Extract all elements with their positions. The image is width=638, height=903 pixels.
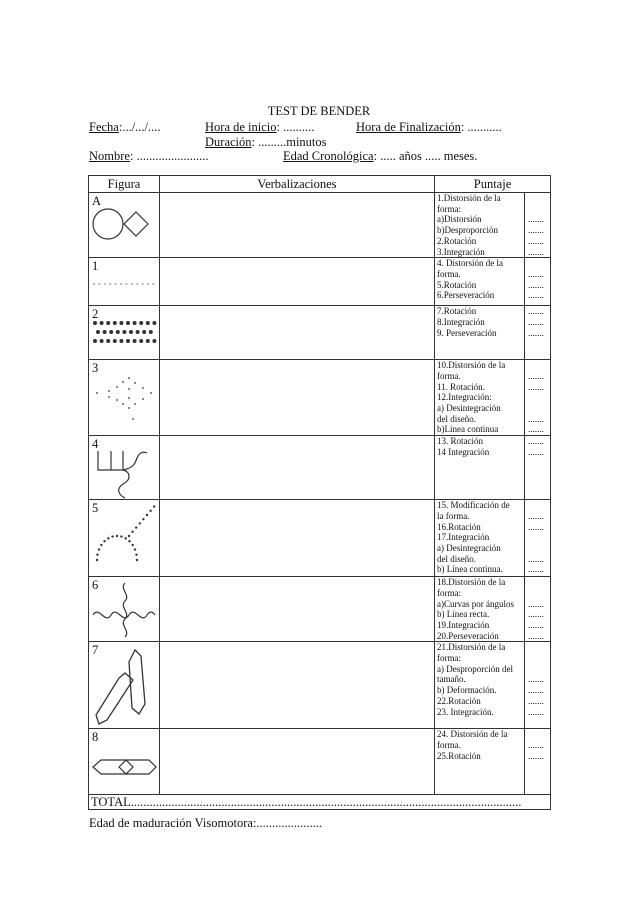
nombre-value: : ....................... bbox=[129, 149, 209, 163]
score-item: a) Desintegración bbox=[437, 542, 501, 553]
figure-dot bbox=[134, 549, 136, 551]
score-item: b) Línea recta. bbox=[437, 609, 490, 620]
score-item: 11. Rotación. bbox=[437, 381, 485, 392]
score-item: forma. bbox=[437, 370, 461, 381]
score-value: ....... bbox=[528, 370, 544, 381]
table-row bbox=[89, 729, 551, 795]
score-item: 7.Rotación bbox=[437, 306, 477, 317]
score-values[interactable] bbox=[525, 577, 551, 642]
score-value: ....... bbox=[528, 290, 544, 301]
figure-label: 7 bbox=[92, 643, 99, 658]
score-item: 5.Rotación bbox=[437, 279, 477, 290]
edad-maduracion: Edad de maduración Visomotora:..................... bbox=[89, 816, 323, 830]
score-item: forma. bbox=[437, 740, 461, 751]
hora-fin-label: Hora de Finalización bbox=[356, 120, 461, 134]
score-value: ....... bbox=[528, 235, 544, 246]
score-item: 13. Rotación bbox=[437, 436, 483, 447]
score-items bbox=[435, 258, 525, 306]
figure-label: 4 bbox=[92, 437, 99, 452]
score-value bbox=[528, 204, 550, 215]
score-value bbox=[528, 729, 550, 740]
score-value: ....... bbox=[528, 630, 544, 641]
figure-cell bbox=[89, 642, 160, 729]
score-item: forma. bbox=[437, 268, 461, 279]
score-item: 9. Perseveración bbox=[437, 327, 497, 338]
edad-cronologica-label: Edad Cronológica bbox=[283, 149, 374, 163]
figure-dot bbox=[96, 554, 98, 556]
duracion-field bbox=[205, 135, 327, 150]
fecha-field bbox=[89, 120, 161, 135]
figure-2-drawing bbox=[89, 306, 160, 360]
score-value: ....... bbox=[528, 225, 544, 236]
edad-cronologica-field bbox=[283, 149, 477, 164]
figure-dot bbox=[139, 339, 143, 343]
score-values[interactable] bbox=[525, 360, 551, 436]
figure-cell bbox=[89, 360, 160, 436]
score-item: 4. Distorsión de la bbox=[437, 258, 503, 269]
figure-dot bbox=[142, 330, 146, 334]
hora-fin-value: : ........... bbox=[460, 120, 502, 134]
figure-dot bbox=[96, 559, 98, 561]
figure-dot bbox=[100, 321, 104, 325]
score-value: ....... bbox=[528, 750, 544, 761]
score-value: ....... bbox=[528, 316, 544, 327]
score-item: 24. Distorsión de la bbox=[437, 729, 508, 740]
score-item: 23. Integración. bbox=[437, 706, 494, 717]
figure-label: 2 bbox=[92, 307, 99, 322]
score-value bbox=[528, 360, 550, 371]
score-item: 16.Rotación bbox=[437, 521, 481, 532]
figure-dot bbox=[103, 330, 107, 334]
score-value: ....... bbox=[528, 598, 544, 609]
score-value: ....... bbox=[528, 521, 544, 532]
figure-a-drawing bbox=[89, 193, 160, 257]
figure-dot bbox=[135, 554, 137, 556]
score-value: ....... bbox=[528, 424, 544, 435]
table-row bbox=[89, 306, 551, 360]
score-item: 6.Perseveración bbox=[437, 290, 495, 301]
score-items bbox=[435, 306, 525, 360]
table-header-row bbox=[89, 176, 551, 193]
score-item: a)Curvas por ángulos bbox=[437, 598, 514, 609]
score-value bbox=[528, 500, 550, 511]
score-value bbox=[528, 653, 550, 664]
figure-label: 3 bbox=[92, 361, 99, 376]
figure-cell bbox=[89, 193, 160, 258]
figure-dot bbox=[103, 540, 105, 542]
figure-dot bbox=[126, 321, 130, 325]
score-item: 12.Integración: bbox=[437, 392, 492, 403]
figure-dot bbox=[96, 330, 100, 334]
figure-dot bbox=[113, 339, 117, 343]
figure-dot bbox=[133, 321, 137, 325]
figure-dot bbox=[119, 321, 123, 325]
score-item: b)Línea continua bbox=[437, 424, 499, 435]
figure-cell bbox=[89, 500, 160, 577]
figure-dot bbox=[131, 544, 133, 546]
score-item: 25.Rotación bbox=[437, 750, 481, 761]
figure-dot bbox=[93, 339, 97, 343]
hora-inicio-field bbox=[205, 120, 314, 135]
score-item: 19.Integración bbox=[437, 619, 490, 630]
table-row bbox=[89, 642, 551, 729]
score-item: 21.Distorsión de la bbox=[437, 642, 506, 653]
figure-dot bbox=[100, 544, 102, 546]
score-value bbox=[528, 193, 550, 204]
figure-dot bbox=[124, 537, 126, 539]
score-value: ....... bbox=[528, 413, 544, 424]
score-value bbox=[528, 577, 550, 588]
figure-dot bbox=[129, 330, 133, 334]
score-item: del diseño. bbox=[437, 413, 476, 424]
score-item: del diseño. bbox=[437, 553, 476, 564]
score-value: ....... bbox=[528, 609, 544, 620]
score-item: 8.Integración bbox=[437, 316, 485, 327]
score-value: ....... bbox=[528, 306, 544, 317]
figure-dot bbox=[149, 330, 153, 334]
score-value: ....... bbox=[528, 214, 544, 225]
figure-cell bbox=[89, 577, 160, 642]
figure-dot bbox=[149, 510, 151, 512]
table-row bbox=[89, 360, 551, 436]
score-value bbox=[528, 642, 550, 653]
figure-label: 6 bbox=[92, 578, 99, 593]
score-item: a) Desproporción del bbox=[437, 663, 513, 674]
figure-dot bbox=[152, 321, 156, 325]
figure-label: 1 bbox=[92, 259, 99, 274]
score-values[interactable] bbox=[525, 642, 551, 729]
score-item: 15. Modificación de bbox=[437, 500, 510, 511]
verbalization-cell[interactable] bbox=[160, 729, 435, 795]
score-value bbox=[528, 392, 550, 403]
score-item: 10.Distorsión de la bbox=[437, 360, 506, 371]
score-value: ....... bbox=[528, 564, 544, 575]
score-item: tamaño. bbox=[437, 674, 466, 685]
col-figura: Figura bbox=[89, 176, 160, 193]
score-value: ....... bbox=[528, 685, 544, 696]
figure-6-drawing bbox=[89, 577, 160, 642]
figure-dot bbox=[152, 339, 156, 343]
col-verbalizaciones: Verbalizaciones bbox=[160, 176, 435, 193]
score-value: ....... bbox=[528, 706, 544, 717]
page-title: TEST DE BENDER bbox=[267, 104, 371, 118]
figure-label: A bbox=[92, 194, 102, 208]
score-item: a)Distorsión bbox=[437, 214, 482, 225]
nombre-field bbox=[89, 149, 208, 164]
figure-label: 8 bbox=[92, 730, 99, 745]
table-row bbox=[89, 193, 551, 258]
verbalization-cell[interactable] bbox=[160, 577, 435, 642]
bender-table bbox=[88, 175, 551, 810]
score-items bbox=[435, 436, 525, 500]
figure-dot bbox=[133, 339, 137, 343]
figure-dot bbox=[116, 330, 120, 334]
score-items bbox=[435, 193, 525, 258]
figure-dot bbox=[111, 536, 113, 538]
score-value: ....... bbox=[528, 327, 544, 338]
figure-1-drawing bbox=[89, 258, 160, 306]
total-row bbox=[89, 795, 551, 810]
score-value: ....... bbox=[528, 279, 544, 290]
verbalization-cell[interactable] bbox=[160, 306, 435, 360]
figure-dot bbox=[142, 518, 144, 520]
verbalization-cell[interactable] bbox=[160, 360, 435, 436]
verbalization-cell[interactable] bbox=[160, 258, 435, 306]
score-value: ....... bbox=[528, 268, 544, 279]
figure-dot bbox=[146, 514, 148, 516]
score-item: 14 Integración bbox=[437, 446, 490, 457]
duracion-value: : .........minutos bbox=[251, 135, 327, 149]
score-item: 2.Rotación bbox=[437, 235, 477, 246]
score-value: ....... bbox=[528, 619, 544, 630]
score-items bbox=[435, 577, 525, 642]
figure-dot bbox=[113, 321, 117, 325]
edad-cronologica-value: : ..... años ..... meses. bbox=[373, 149, 478, 163]
figure-dot bbox=[93, 321, 97, 325]
score-items bbox=[435, 360, 525, 436]
col-puntaje: Puntaje bbox=[435, 176, 551, 193]
hora-inicio-value: : .......... bbox=[276, 120, 315, 134]
fecha-label: Fecha bbox=[89, 120, 119, 134]
score-value: ....... bbox=[528, 246, 544, 257]
score-item: la forma. bbox=[437, 510, 470, 521]
figure-8-drawing bbox=[89, 729, 160, 795]
score-item: forma: bbox=[437, 653, 461, 664]
figure-dot bbox=[128, 540, 130, 542]
figure-4-drawing bbox=[89, 436, 160, 500]
score-item: b)Desproporción bbox=[437, 225, 498, 236]
score-item: 22.Rotación bbox=[437, 695, 481, 706]
score-item: 18.Distorsión de la bbox=[437, 577, 506, 588]
score-value bbox=[528, 532, 550, 543]
table-row bbox=[89, 436, 551, 500]
figure-dot bbox=[146, 321, 150, 325]
score-item: b) Línea continua. bbox=[437, 564, 503, 575]
score-values[interactable] bbox=[525, 306, 551, 360]
figure-cell bbox=[89, 306, 160, 360]
figure-dot bbox=[146, 339, 150, 343]
score-values[interactable] bbox=[525, 729, 551, 795]
score-values[interactable] bbox=[525, 193, 551, 258]
figure-dot bbox=[139, 321, 143, 325]
score-value bbox=[528, 258, 550, 269]
score-items bbox=[435, 642, 525, 729]
figure-dot bbox=[106, 339, 110, 343]
score-item: b) Deformación. bbox=[437, 685, 497, 696]
score-values[interactable] bbox=[525, 436, 551, 500]
score-value: ....... bbox=[528, 553, 544, 564]
figure-label: 5 bbox=[92, 501, 99, 516]
score-item: 17.Integración bbox=[437, 532, 490, 543]
figure-dot bbox=[128, 535, 130, 537]
verbalization-cell[interactable] bbox=[160, 193, 435, 258]
score-item: forma: bbox=[437, 587, 461, 598]
score-item: forma: bbox=[437, 203, 461, 214]
figure-dot bbox=[136, 330, 140, 334]
figure-3-drawing bbox=[89, 360, 160, 435]
total-cell[interactable]: TOTAL............................................................................................................................. bbox=[89, 795, 551, 810]
figure-dot bbox=[109, 330, 113, 334]
figure-dot bbox=[120, 536, 122, 538]
score-value: ....... bbox=[528, 695, 544, 706]
nombre-label: Nombre bbox=[89, 149, 130, 163]
score-value: ....... bbox=[528, 381, 544, 392]
hora-fin-field bbox=[356, 120, 502, 135]
figure-dot bbox=[131, 531, 133, 533]
score-value: ....... bbox=[528, 436, 544, 447]
hora-inicio-label: Hora de inicio bbox=[205, 120, 277, 134]
score-value: ....... bbox=[528, 674, 544, 685]
score-value: ....... bbox=[528, 740, 544, 751]
figure-dot bbox=[106, 321, 110, 325]
score-item: 3.Integración bbox=[437, 246, 485, 257]
score-item: 20.Perseveración bbox=[437, 630, 499, 641]
score-value: ....... bbox=[528, 510, 544, 521]
table-row bbox=[89, 500, 551, 577]
figure-dot bbox=[126, 339, 130, 343]
fecha-value: :.../.../.... bbox=[118, 120, 161, 134]
figure-dot bbox=[136, 559, 138, 561]
score-value bbox=[528, 543, 550, 554]
figure-dot bbox=[116, 535, 118, 537]
figure-dot bbox=[119, 339, 123, 343]
score-items bbox=[435, 500, 525, 577]
figure-cell bbox=[89, 729, 160, 795]
score-item: 1.Distorsión de la bbox=[437, 193, 501, 203]
table-row bbox=[89, 258, 551, 306]
figure-cell bbox=[89, 436, 160, 500]
figure-dot bbox=[107, 537, 109, 539]
figure-dot bbox=[98, 549, 100, 551]
score-value bbox=[528, 588, 550, 599]
figure-dot bbox=[135, 527, 137, 529]
figure-dot bbox=[100, 339, 104, 343]
figure-dot bbox=[139, 522, 141, 524]
figure-dot bbox=[153, 506, 155, 508]
score-value bbox=[528, 664, 550, 675]
verbalization-cell[interactable] bbox=[160, 436, 435, 500]
figure-dot bbox=[122, 330, 126, 334]
figure-cell bbox=[89, 258, 160, 306]
verbalization-cell[interactable] bbox=[160, 500, 435, 577]
table-row bbox=[89, 577, 551, 642]
score-value bbox=[528, 403, 550, 414]
duracion-label: Duración bbox=[205, 135, 252, 149]
score-values[interactable] bbox=[525, 258, 551, 306]
figure-7-drawing bbox=[89, 642, 160, 729]
figure-5-drawing bbox=[89, 500, 160, 577]
score-item: a) Desintegración bbox=[437, 403, 501, 414]
score-values[interactable] bbox=[525, 500, 551, 577]
score-items bbox=[435, 729, 525, 795]
score-value: ....... bbox=[528, 446, 544, 457]
verbalization-cell[interactable] bbox=[160, 642, 435, 729]
